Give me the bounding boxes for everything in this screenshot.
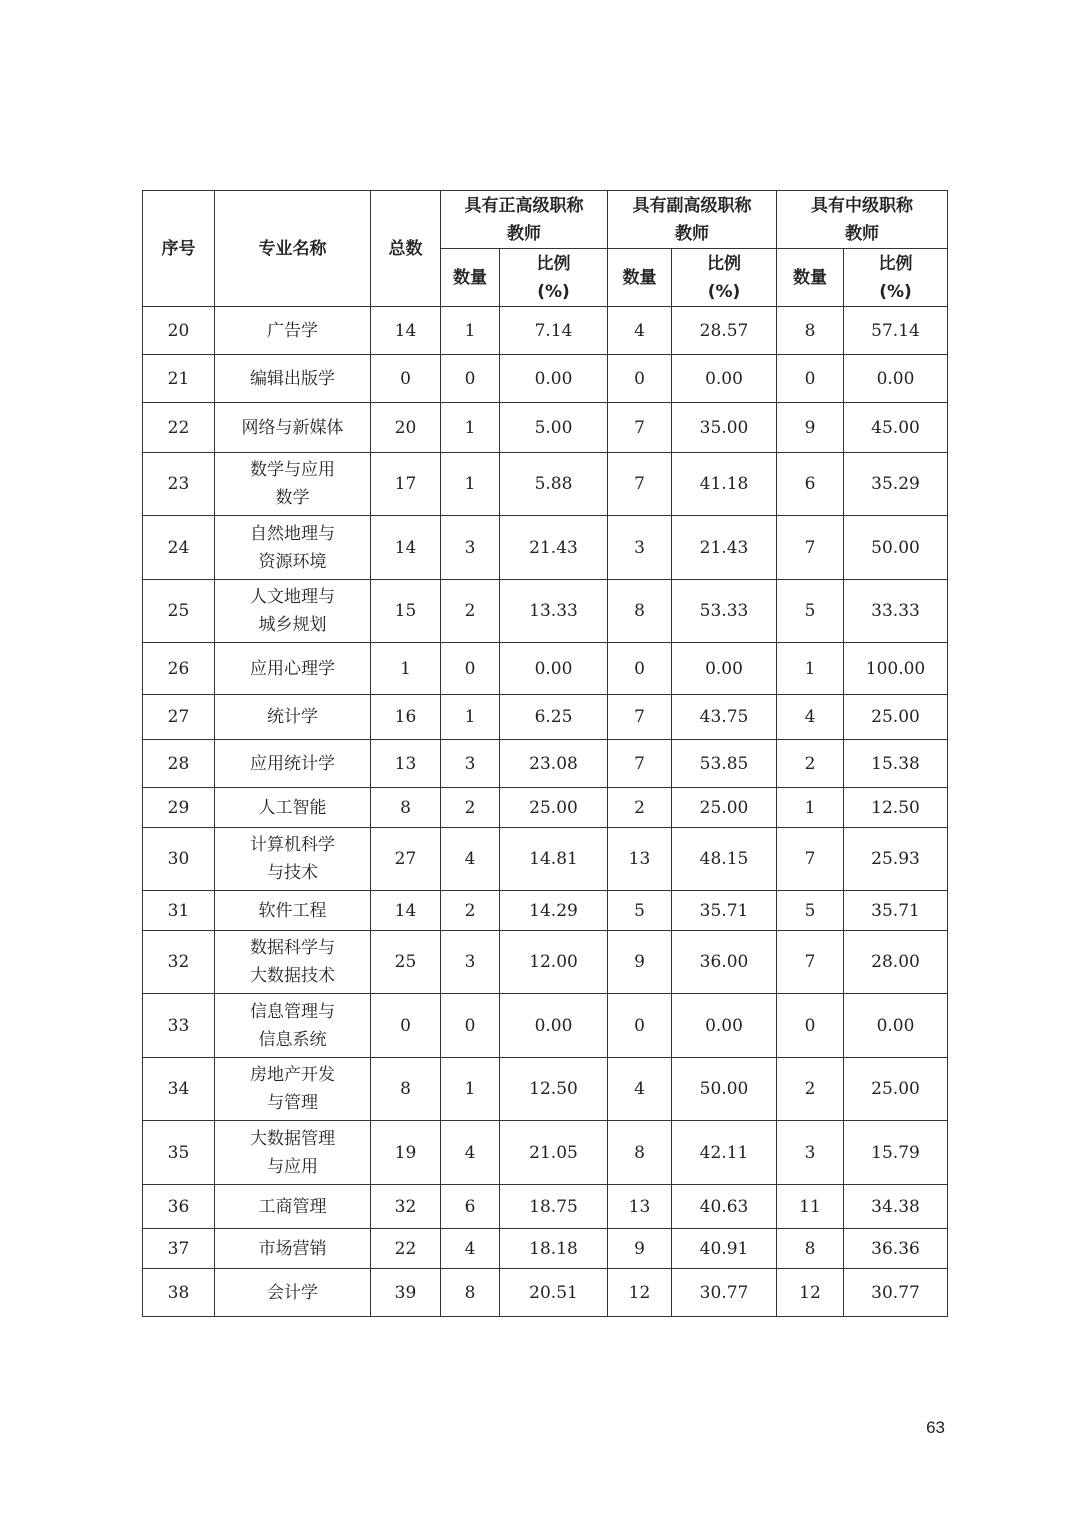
total-count: 39 bbox=[371, 1269, 441, 1317]
table-row bbox=[143, 516, 948, 580]
associate-ratio: 25.00 bbox=[672, 788, 777, 828]
major-name bbox=[215, 643, 371, 695]
intermediate-ratio: 45.00 bbox=[844, 403, 948, 453]
major-name bbox=[215, 788, 371, 828]
row-index: 37 bbox=[143, 1229, 215, 1269]
major-name-line: 会计学 bbox=[267, 1282, 318, 1303]
major-name-line: 城乡规划 bbox=[258, 615, 327, 635]
senior-count: 2 bbox=[441, 891, 500, 931]
total-count: 1 bbox=[371, 643, 441, 695]
row-index: 25 bbox=[143, 580, 215, 643]
major-name bbox=[215, 1121, 371, 1185]
col-header-total: 总数 bbox=[371, 191, 441, 307]
senior-count: 3 bbox=[441, 740, 500, 788]
intermediate-count: 5 bbox=[777, 580, 844, 643]
major-name bbox=[215, 695, 371, 740]
col-header-major: 专业名称 bbox=[215, 191, 371, 307]
intermediate-ratio: 25.00 bbox=[844, 695, 948, 740]
row-index: 27 bbox=[143, 695, 215, 740]
major-name bbox=[215, 355, 371, 403]
col-header-senior bbox=[441, 191, 608, 249]
intermediate-ratio: 12.50 bbox=[844, 788, 948, 828]
intermediate-ratio: 57.14 bbox=[844, 307, 948, 355]
associate-count: 2 bbox=[608, 788, 672, 828]
major-name-line: 应用心理学 bbox=[250, 658, 335, 679]
col-header-index: 序号 bbox=[143, 191, 215, 307]
row-index: 23 bbox=[143, 453, 215, 516]
associate-ratio-header bbox=[672, 249, 777, 307]
total-count: 15 bbox=[371, 580, 441, 643]
senior-ratio: 0.00 bbox=[500, 994, 608, 1058]
major-name bbox=[215, 994, 371, 1058]
intermediate-count: 7 bbox=[777, 828, 844, 891]
table-row bbox=[143, 643, 948, 695]
intermediate-count: 2 bbox=[777, 740, 844, 788]
senior-count: 0 bbox=[441, 643, 500, 695]
intermediate-ratio-header bbox=[844, 249, 948, 307]
intermediate-count: 11 bbox=[777, 1185, 844, 1229]
intermediate-count: 0 bbox=[777, 994, 844, 1058]
major-name bbox=[215, 891, 371, 931]
ratio-label: 比例 bbox=[878, 253, 913, 274]
associate-ratio: 53.33 bbox=[672, 580, 777, 643]
senior-count: 0 bbox=[441, 994, 500, 1058]
intermediate-count: 6 bbox=[777, 453, 844, 516]
associate-count: 8 bbox=[608, 1121, 672, 1185]
row-index: 29 bbox=[143, 788, 215, 828]
table-row bbox=[143, 355, 948, 403]
major-name-line: 人文地理与 bbox=[250, 587, 335, 607]
associate-count: 9 bbox=[608, 931, 672, 994]
major-name-line: 与管理 bbox=[267, 1093, 318, 1113]
intermediate-ratio: 0.00 bbox=[844, 994, 948, 1058]
senior-ratio: 21.05 bbox=[500, 1121, 608, 1185]
row-index: 35 bbox=[143, 1121, 215, 1185]
associate-count: 8 bbox=[608, 580, 672, 643]
row-index: 38 bbox=[143, 1269, 215, 1317]
ratio-unit: (%) bbox=[707, 281, 741, 302]
ratio-label: 比例 bbox=[707, 253, 741, 274]
major-name-line: 人工智能 bbox=[258, 797, 327, 818]
senior-count: 2 bbox=[441, 788, 500, 828]
associate-ratio: 35.71 bbox=[672, 891, 777, 931]
associate-ratio: 0.00 bbox=[672, 355, 777, 403]
major-name-line: 大数据技术 bbox=[250, 966, 335, 986]
major-name-line: 软件工程 bbox=[258, 900, 327, 921]
table-header bbox=[143, 191, 948, 307]
senior-ratio: 6.25 bbox=[500, 695, 608, 740]
senior-count: 4 bbox=[441, 828, 500, 891]
intermediate-count: 8 bbox=[777, 307, 844, 355]
associate-ratio: 40.91 bbox=[672, 1229, 777, 1269]
major-name bbox=[215, 516, 371, 580]
total-count: 32 bbox=[371, 1185, 441, 1229]
table-row bbox=[143, 891, 948, 931]
major-name-line: 大数据管理 bbox=[250, 1128, 335, 1149]
table-row bbox=[143, 580, 948, 643]
senior-ratio: 18.18 bbox=[500, 1229, 608, 1269]
senior-count: 1 bbox=[441, 695, 500, 740]
associate-count: 12 bbox=[608, 1269, 672, 1317]
associate-ratio: 43.75 bbox=[672, 695, 777, 740]
table-row bbox=[143, 403, 948, 453]
intermediate-count: 3 bbox=[777, 1121, 844, 1185]
associate-ratio: 41.18 bbox=[672, 453, 777, 516]
senior-ratio: 14.81 bbox=[500, 828, 608, 891]
associate-count: 5 bbox=[608, 891, 672, 931]
senior-ratio: 7.14 bbox=[500, 307, 608, 355]
total-count: 25 bbox=[371, 931, 441, 994]
major-name-line: 自然地理与 bbox=[250, 523, 335, 544]
table-row bbox=[143, 828, 948, 891]
total-count: 8 bbox=[371, 1058, 441, 1121]
col-header-senior-line2: 教师 bbox=[507, 223, 541, 244]
total-count: 0 bbox=[371, 994, 441, 1058]
major-name bbox=[215, 740, 371, 788]
major-name-line: 应用统计学 bbox=[250, 753, 335, 774]
row-index: 24 bbox=[143, 516, 215, 580]
intermediate-ratio: 28.00 bbox=[844, 931, 948, 994]
major-name-line: 资源环境 bbox=[258, 551, 327, 572]
major-name-line: 市场营销 bbox=[258, 1238, 327, 1259]
total-count: 14 bbox=[371, 307, 441, 355]
intermediate-count: 5 bbox=[777, 891, 844, 931]
associate-count: 7 bbox=[608, 403, 672, 453]
row-index: 21 bbox=[143, 355, 215, 403]
major-name-line: 房地产开发 bbox=[250, 1065, 335, 1085]
major-name-line: 广告学 bbox=[267, 320, 318, 341]
intermediate-ratio: 25.93 bbox=[844, 828, 948, 891]
associate-count: 0 bbox=[608, 994, 672, 1058]
row-index: 32 bbox=[143, 931, 215, 994]
associate-ratio: 48.15 bbox=[672, 828, 777, 891]
major-name-line: 工商管理 bbox=[258, 1196, 327, 1217]
intermediate-count: 1 bbox=[777, 643, 844, 695]
total-count: 14 bbox=[371, 516, 441, 580]
associate-count-header: 数量 bbox=[608, 249, 672, 307]
intermediate-ratio: 35.29 bbox=[844, 453, 948, 516]
total-count: 14 bbox=[371, 891, 441, 931]
major-name-line: 编辑出版学 bbox=[250, 368, 335, 389]
table-body bbox=[143, 307, 948, 1317]
associate-count: 7 bbox=[608, 740, 672, 788]
total-count: 8 bbox=[371, 788, 441, 828]
table-row bbox=[143, 1058, 948, 1121]
total-count: 16 bbox=[371, 695, 441, 740]
major-name bbox=[215, 1229, 371, 1269]
associate-ratio: 53.85 bbox=[672, 740, 777, 788]
major-name-line: 数学与应用 bbox=[250, 460, 335, 480]
intermediate-ratio: 0.00 bbox=[844, 355, 948, 403]
senior-count: 0 bbox=[441, 355, 500, 403]
major-name bbox=[215, 828, 371, 891]
major-name-line: 网络与新媒体 bbox=[241, 417, 344, 438]
header-row-1 bbox=[143, 191, 948, 249]
major-name-line: 统计学 bbox=[267, 707, 318, 727]
intermediate-ratio: 100.00 bbox=[844, 643, 948, 695]
intermediate-count: 0 bbox=[777, 355, 844, 403]
senior-count: 1 bbox=[441, 453, 500, 516]
senior-count: 6 bbox=[441, 1185, 500, 1229]
row-index: 22 bbox=[143, 403, 215, 453]
associate-count: 7 bbox=[608, 453, 672, 516]
major-name bbox=[215, 307, 371, 355]
intermediate-count: 7 bbox=[777, 931, 844, 994]
table-row bbox=[143, 740, 948, 788]
associate-count: 4 bbox=[608, 307, 672, 355]
associate-count: 13 bbox=[608, 828, 672, 891]
col-header-associate bbox=[608, 191, 777, 249]
senior-count: 4 bbox=[441, 1229, 500, 1269]
intermediate-ratio: 33.33 bbox=[844, 580, 948, 643]
major-name-line: 信息管理与 bbox=[250, 1001, 335, 1022]
associate-ratio: 35.00 bbox=[672, 403, 777, 453]
total-count: 22 bbox=[371, 1229, 441, 1269]
senior-count: 1 bbox=[441, 307, 500, 355]
major-name-line: 与技术 bbox=[267, 863, 318, 883]
total-count: 20 bbox=[371, 403, 441, 453]
col-header-intermediate-line2: 教师 bbox=[845, 223, 879, 244]
col-header-associate-line1: 具有副高级职称 bbox=[632, 195, 752, 216]
associate-ratio: 0.00 bbox=[672, 994, 777, 1058]
intermediate-ratio: 15.79 bbox=[844, 1121, 948, 1185]
intermediate-ratio: 35.71 bbox=[844, 891, 948, 931]
table-row bbox=[143, 1229, 948, 1269]
senior-ratio: 13.33 bbox=[500, 580, 608, 643]
senior-count-header: 数量 bbox=[441, 249, 500, 307]
row-index: 33 bbox=[143, 994, 215, 1058]
intermediate-count-header: 数量 bbox=[777, 249, 844, 307]
page-number: 63 bbox=[926, 1418, 945, 1437]
major-name-line: 数据科学与 bbox=[250, 938, 335, 958]
senior-ratio: 20.51 bbox=[500, 1269, 608, 1317]
associate-ratio: 28.57 bbox=[672, 307, 777, 355]
table-row bbox=[143, 1269, 948, 1317]
total-count: 0 bbox=[371, 355, 441, 403]
intermediate-ratio: 36.36 bbox=[844, 1229, 948, 1269]
senior-ratio-header bbox=[500, 249, 608, 307]
associate-count: 7 bbox=[608, 695, 672, 740]
senior-ratio: 12.50 bbox=[500, 1058, 608, 1121]
table-row bbox=[143, 695, 948, 740]
total-count: 17 bbox=[371, 453, 441, 516]
row-index: 20 bbox=[143, 307, 215, 355]
total-count: 13 bbox=[371, 740, 441, 788]
senior-ratio: 5.88 bbox=[500, 453, 608, 516]
intermediate-ratio: 15.38 bbox=[844, 740, 948, 788]
faculty-title-table bbox=[142, 190, 948, 1317]
associate-count: 0 bbox=[608, 643, 672, 695]
row-index: 30 bbox=[143, 828, 215, 891]
row-index: 28 bbox=[143, 740, 215, 788]
associate-ratio: 36.00 bbox=[672, 931, 777, 994]
associate-count: 9 bbox=[608, 1229, 672, 1269]
intermediate-ratio: 34.38 bbox=[844, 1185, 948, 1229]
intermediate-ratio: 25.00 bbox=[844, 1058, 948, 1121]
major-name bbox=[215, 1185, 371, 1229]
table-row bbox=[143, 1121, 948, 1185]
table-row bbox=[143, 453, 948, 516]
associate-count: 13 bbox=[608, 1185, 672, 1229]
associate-count: 0 bbox=[608, 355, 672, 403]
ratio-unit: (%) bbox=[537, 281, 570, 302]
intermediate-count: 7 bbox=[777, 516, 844, 580]
associate-ratio: 30.77 bbox=[672, 1269, 777, 1317]
table-row bbox=[143, 1185, 948, 1229]
total-count: 27 bbox=[371, 828, 441, 891]
senior-ratio: 18.75 bbox=[500, 1185, 608, 1229]
ratio-label: 比例 bbox=[536, 253, 571, 274]
senior-ratio: 14.29 bbox=[500, 891, 608, 931]
major-name bbox=[215, 1058, 371, 1121]
associate-ratio: 0.00 bbox=[672, 643, 777, 695]
table-row bbox=[143, 931, 948, 994]
col-header-associate-line2: 教师 bbox=[675, 223, 709, 244]
major-name bbox=[215, 1269, 371, 1317]
associate-ratio: 40.63 bbox=[672, 1185, 777, 1229]
table-row bbox=[143, 788, 948, 828]
intermediate-count: 1 bbox=[777, 788, 844, 828]
major-name-line: 数学 bbox=[275, 488, 310, 508]
major-name-line: 计算机科学 bbox=[250, 835, 335, 855]
table-row bbox=[143, 994, 948, 1058]
col-header-intermediate-line1: 具有中级职称 bbox=[811, 195, 913, 216]
senior-count: 2 bbox=[441, 580, 500, 643]
row-index: 31 bbox=[143, 891, 215, 931]
senior-count: 8 bbox=[441, 1269, 500, 1317]
row-index: 34 bbox=[143, 1058, 215, 1121]
senior-count: 4 bbox=[441, 1121, 500, 1185]
senior-ratio: 0.00 bbox=[500, 355, 608, 403]
senior-ratio: 23.08 bbox=[500, 740, 608, 788]
intermediate-ratio: 50.00 bbox=[844, 516, 948, 580]
major-name-line: 与应用 bbox=[267, 1156, 318, 1177]
senior-count: 3 bbox=[441, 931, 500, 994]
intermediate-count: 12 bbox=[777, 1269, 844, 1317]
major-name bbox=[215, 453, 371, 516]
senior-ratio: 12.00 bbox=[500, 931, 608, 994]
senior-ratio: 21.43 bbox=[500, 516, 608, 580]
associate-ratio: 42.11 bbox=[672, 1121, 777, 1185]
total-count: 19 bbox=[371, 1121, 441, 1185]
intermediate-count: 9 bbox=[777, 403, 844, 453]
senior-count: 1 bbox=[441, 403, 500, 453]
intermediate-count: 4 bbox=[777, 695, 844, 740]
intermediate-ratio: 30.77 bbox=[844, 1269, 948, 1317]
major-name bbox=[215, 580, 371, 643]
major-name-line: 信息系统 bbox=[258, 1029, 327, 1050]
intermediate-count: 2 bbox=[777, 1058, 844, 1121]
row-index: 36 bbox=[143, 1185, 215, 1229]
ratio-unit: (%) bbox=[879, 281, 912, 302]
col-header-senior-line1: 具有正高级职称 bbox=[464, 195, 584, 216]
senior-ratio: 5.00 bbox=[500, 403, 608, 453]
intermediate-count: 8 bbox=[777, 1229, 844, 1269]
senior-count: 3 bbox=[441, 516, 500, 580]
col-header-intermediate bbox=[777, 191, 948, 249]
associate-count: 3 bbox=[608, 516, 672, 580]
associate-ratio: 50.00 bbox=[672, 1058, 777, 1121]
senior-ratio: 0.00 bbox=[500, 643, 608, 695]
senior-ratio: 25.00 bbox=[500, 788, 608, 828]
table-row bbox=[143, 307, 948, 355]
major-name bbox=[215, 403, 371, 453]
major-name bbox=[215, 931, 371, 994]
associate-count: 4 bbox=[608, 1058, 672, 1121]
senior-count: 1 bbox=[441, 1058, 500, 1121]
row-index: 26 bbox=[143, 643, 215, 695]
associate-ratio: 21.43 bbox=[672, 516, 777, 580]
